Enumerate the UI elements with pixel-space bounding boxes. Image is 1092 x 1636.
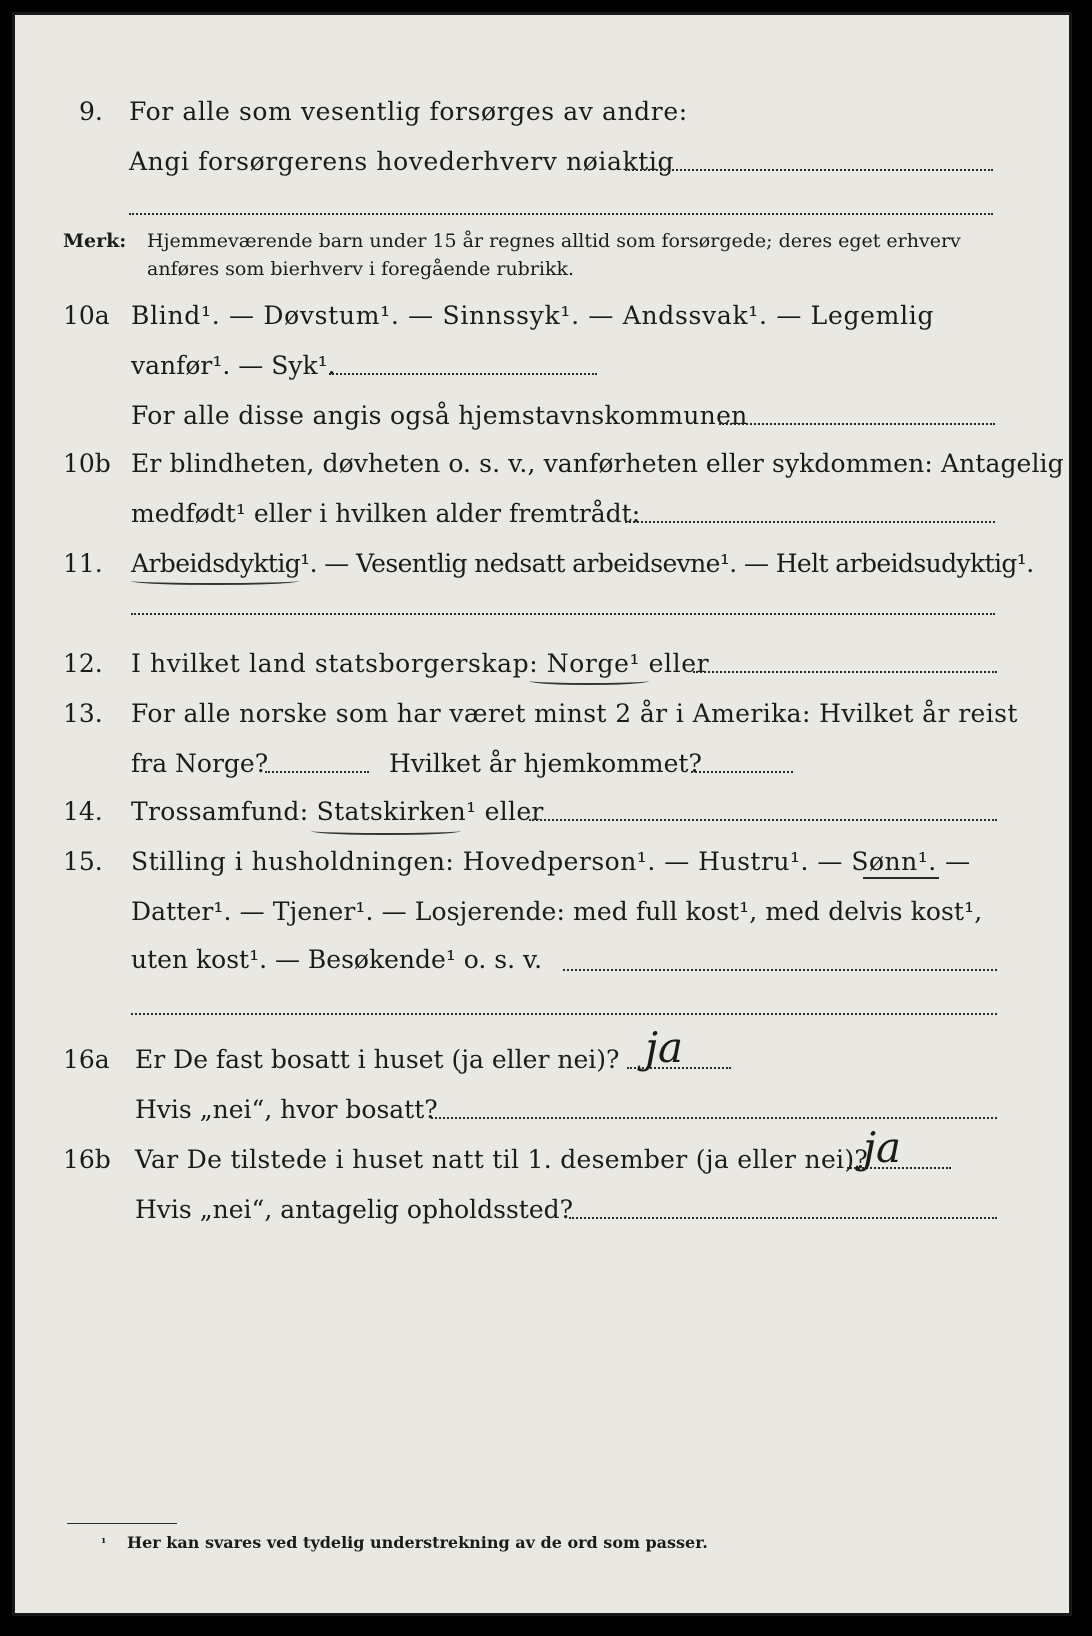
q12-line1: I hvilket land statsborgerskap: Norge¹ eller	[131, 649, 710, 678]
q13-hjemkommet-answer-line[interactable]	[691, 771, 793, 773]
q16b-handwritten-answer: ja	[863, 1123, 902, 1172]
q10a-number: 10a	[63, 301, 110, 330]
q15-underline-sonn	[863, 877, 939, 879]
q11-number: 11.	[63, 549, 103, 578]
q15-line3: uten kost¹. — Besøkende¹ o. s. v.	[131, 945, 543, 974]
q16a-handwritten-answer: ja	[645, 1023, 684, 1072]
q10a-line1: Blind¹. — Døvstum¹. — Sinnssyk¹. — Andssvak¹. — Legemlig	[131, 301, 935, 330]
q16b-line2: Hvis „nei“, antagelig opholdssted?	[135, 1195, 574, 1224]
census-form-page	[12, 12, 1072, 1616]
q10a-line3: For alle disse angis også hjemstavnskommunen	[131, 401, 748, 430]
q15-answer-line[interactable]	[563, 969, 997, 971]
q16a-line2: Hvis „nei“, hvor bosatt?	[135, 1095, 438, 1124]
q14-underline-statskirken	[311, 827, 461, 835]
q12-underline-norge	[529, 677, 649, 685]
merk-label: Merk:	[63, 230, 127, 252]
q11-answer-line[interactable]	[131, 613, 995, 615]
footnote-rule	[67, 1523, 177, 1524]
q13-number: 13.	[63, 699, 103, 728]
q16a-line1: Er De fast bosatt i huset (ja eller nei)?	[135, 1045, 620, 1074]
q9-line1: For alle som vesentlig forsørges av andre:	[129, 97, 688, 126]
q16a-bosatt-answer-line[interactable]	[431, 1117, 997, 1119]
q13-reist-answer-line[interactable]	[265, 771, 369, 773]
q10a-syk-answer-line[interactable]	[329, 373, 597, 375]
q9-number: 9.	[79, 97, 103, 126]
q16b-number: 16b	[63, 1145, 111, 1174]
q10b-number: 10b	[63, 449, 111, 478]
q14-line1: Trossamfund: Statskirken¹ eller	[131, 797, 544, 826]
q11-line1: Arbeidsdyktig¹. — Vesentlig nedsatt arbeidsevne¹. — Helt arbeidsudyktig¹.	[131, 549, 1034, 578]
q10b-line1: Er blindheten, døvheten o. s. v., vanførheten eller sykdommen: Antagelig	[131, 449, 1064, 478]
q15-line1: Stilling i husholdningen: Hovedperson¹. — Hustru¹. — Sønn¹. —	[131, 847, 971, 876]
q10a-kommune-answer-line[interactable]	[719, 423, 995, 425]
q11-underline-arbeidsdyktig	[131, 577, 299, 585]
q9-answer-line[interactable]	[625, 169, 993, 171]
merk-line1: Hjemmeværende barn under 15 år regnes alltid som forsørgede; deres eget erhverv	[147, 230, 961, 252]
q15-answer-line-2[interactable]	[131, 1013, 997, 1015]
footnote-text: Her kan svares ved tydelig understrekning av de ord som passer.	[127, 1533, 708, 1552]
q12-answer-line[interactable]	[693, 671, 997, 673]
merk-line2: anføres som bierhverv i foregående rubrikk.	[147, 258, 575, 280]
q16b-opholdssted-answer-line[interactable]	[569, 1217, 997, 1219]
q16a-number: 16a	[63, 1045, 110, 1074]
q14-number: 14.	[63, 797, 103, 826]
q15-number: 15.	[63, 847, 103, 876]
q10b-line2: medfødt¹ eller i hvilken alder fremtrådt:	[131, 499, 641, 528]
q15-line2: Datter¹. — Tjener¹. — Losjerende: med full kost¹, med delvis kost¹,	[131, 897, 983, 926]
q9-line2: Angi forsørgerens hovederhverv nøiaktig	[129, 147, 675, 176]
q10b-answer-line[interactable]	[625, 521, 995, 523]
q13-line1: For alle norske som har været minst 2 år i Amerika: Hvilket år reist	[131, 699, 1018, 728]
footnote-mark: ¹	[101, 1536, 107, 1550]
q9-answer-line-2[interactable]	[129, 213, 993, 215]
q13-line2b: Hvilket år hjemkommet?	[389, 749, 702, 778]
q10a-line2: vanfør¹. — Syk¹.	[131, 351, 336, 380]
q13-line2a: fra Norge?	[131, 749, 269, 778]
q14-answer-line[interactable]	[529, 819, 997, 821]
q12-number: 12.	[63, 649, 103, 678]
q16b-line1: Var De tilstede i huset natt til 1. desember (ja eller nei)?	[135, 1145, 869, 1174]
